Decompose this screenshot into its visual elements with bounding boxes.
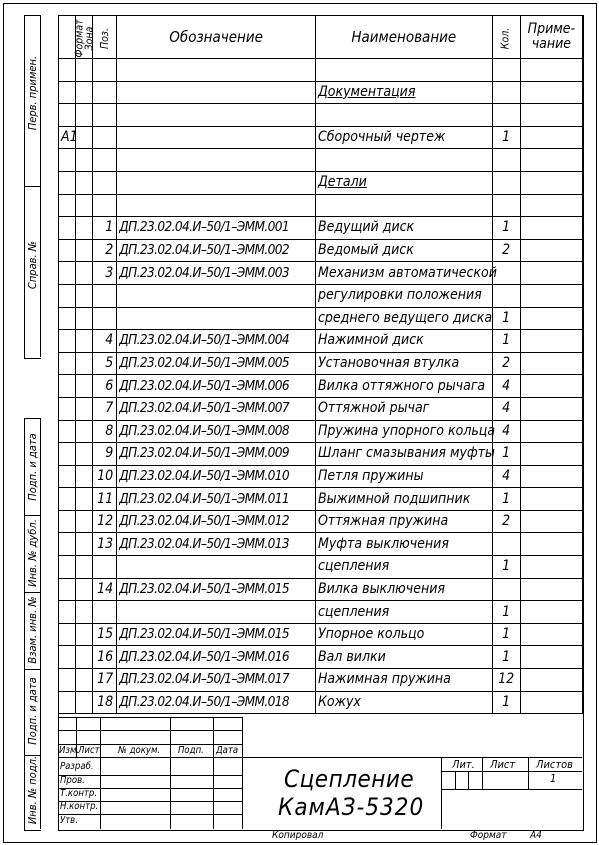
- cell-note: [520, 194, 582, 217]
- cell-pos: 12: [93, 510, 117, 533]
- cell-zone: [76, 556, 93, 579]
- cell-name: Выжимной подшипник: [315, 488, 492, 511]
- cell-qty: 12: [492, 669, 520, 692]
- cell-name: Нажимной диск: [315, 330, 492, 353]
- table-row: [59, 81, 583, 104]
- cell-note: [520, 217, 582, 240]
- table-row: [59, 533, 583, 556]
- table-row: [59, 623, 583, 646]
- cell-name: Сборочный чертеж: [315, 126, 492, 149]
- cell-zone: [76, 578, 93, 601]
- cell-format: [59, 669, 76, 692]
- cell-qty: 4: [492, 397, 520, 420]
- cell-qty: 1: [492, 646, 520, 669]
- cell-pos: 9: [93, 443, 117, 466]
- cell-format: [59, 352, 76, 375]
- cell-pos: [93, 171, 117, 194]
- cell-name: Пружина упорного кольца: [315, 420, 492, 443]
- cell-designation: ДП.23.02.04.И–50/1–ЭММ.010: [117, 465, 316, 488]
- cell-designation: [117, 194, 316, 217]
- table-row: [59, 465, 583, 488]
- cell-zone: [76, 443, 93, 466]
- cell-note: [520, 533, 582, 556]
- cell-designation: ДП.23.02.04.И–50/1–ЭММ.002: [117, 239, 316, 262]
- cell-pos: 14: [93, 578, 117, 601]
- table-row: [59, 171, 583, 194]
- document-title-line1: Сцепление: [284, 765, 415, 793]
- stamp-lit: Лит.: [452, 758, 475, 771]
- cell-format: [59, 578, 76, 601]
- table-row: [59, 691, 583, 714]
- cell-format: [59, 623, 76, 646]
- cell-designation: ДП.23.02.04.И–50/1–ЭММ.006: [117, 375, 316, 398]
- table-row: [59, 375, 583, 398]
- cell-zone: [76, 623, 93, 646]
- cell-designation: ДП.23.02.04.И–50/1–ЭММ.015: [117, 623, 316, 646]
- cell-qty: [492, 194, 520, 217]
- cell-pos: 7: [93, 397, 117, 420]
- cell-designation: ДП.23.02.04.И–50/1–ЭММ.008: [117, 420, 316, 443]
- cell-designation: ДП.23.02.04.И–50/1–ЭММ.009: [117, 443, 316, 466]
- cell-note: [520, 488, 582, 511]
- cell-designation: ДП.23.02.04.И–50/1–ЭММ.016: [117, 646, 316, 669]
- cell-name: [315, 194, 492, 217]
- cell-zone: [76, 239, 93, 262]
- table-row: [59, 59, 583, 82]
- cell-pos: 8: [93, 420, 117, 443]
- cell-pos: [93, 59, 117, 82]
- cell-note: [520, 330, 582, 353]
- table-row: [59, 149, 583, 172]
- stamp-list: Лист: [78, 745, 100, 756]
- cell-format: [59, 194, 76, 217]
- cell-designation: ДП.23.02.04.И–50/1–ЭММ.003: [117, 262, 316, 285]
- stamp-razrab: Разраб.: [60, 761, 94, 772]
- table-row: [59, 601, 583, 624]
- cell-note: [520, 646, 582, 669]
- cell-format: [59, 510, 76, 533]
- cell-zone: [76, 510, 93, 533]
- cell-note: [520, 104, 582, 127]
- cell-designation: [117, 126, 316, 149]
- cell-name: Оттяжная пружина: [315, 510, 492, 533]
- cell-name: Ведомый диск: [315, 239, 492, 262]
- header-name: Наименование: [315, 16, 492, 59]
- cell-zone: [76, 488, 93, 511]
- cell-designation: ДП.23.02.04.И–50/1–ЭММ.018: [117, 691, 316, 714]
- cell-designation: [117, 149, 316, 172]
- cell-name: сцепления: [315, 601, 492, 624]
- side-label-inv-dubl: Инв. № дубл.: [26, 519, 39, 587]
- specification-table: [58, 15, 583, 714]
- stamp-sheet: Лист: [490, 758, 516, 771]
- cell-qty: 1: [492, 443, 520, 466]
- cell-note: [520, 81, 582, 104]
- cell-qty: 1: [492, 601, 520, 624]
- cell-pos: [93, 556, 117, 579]
- cell-note: [520, 397, 582, 420]
- cell-format: [59, 420, 76, 443]
- cell-note: [520, 59, 582, 82]
- cell-pos: 2: [93, 239, 117, 262]
- stamp-sheets: Листов: [536, 758, 573, 771]
- stamp-podp: Подп.: [178, 745, 204, 756]
- cell-pos: 15: [93, 623, 117, 646]
- cell-pos: 1: [93, 217, 117, 240]
- cell-designation: ДП.23.02.04.И–50/1–ЭММ.013: [117, 533, 316, 556]
- footer-format-label: Формат: [470, 830, 507, 841]
- cell-qty: 4: [492, 465, 520, 488]
- cell-name: Ведущий диск: [315, 217, 492, 240]
- cell-name: Установочная втулка: [315, 352, 492, 375]
- cell-designation: ДП.23.02.04.И–50/1–ЭММ.017: [117, 669, 316, 692]
- cell-zone: [76, 217, 93, 240]
- cell-designation: ДП.23.02.04.И–50/1–ЭММ.007: [117, 397, 316, 420]
- cell-qty: 1: [492, 623, 520, 646]
- cell-note: [520, 149, 582, 172]
- cell-zone: [76, 397, 93, 420]
- cell-zone: [76, 465, 93, 488]
- cell-qty: 1: [492, 330, 520, 353]
- table-row: [59, 194, 583, 217]
- cell-pos: [93, 81, 117, 104]
- cell-zone: [76, 691, 93, 714]
- cell-pos: 4: [93, 330, 117, 353]
- cell-pos: 3: [93, 262, 117, 285]
- cell-format: [59, 397, 76, 420]
- stamp-data: Дата: [216, 745, 239, 756]
- cell-format: [59, 171, 76, 194]
- cell-pos: 10: [93, 465, 117, 488]
- cell-name: Нажимная пружина: [315, 669, 492, 692]
- cell-pos: [93, 601, 117, 624]
- document-title-line2: КамАЗ-5320: [278, 793, 425, 821]
- cell-note: [520, 556, 582, 579]
- cell-note: [520, 307, 582, 330]
- side-label-vzam-inv: Взам. инв. №: [26, 596, 39, 664]
- cell-format: [59, 646, 76, 669]
- cell-qty: 1: [492, 488, 520, 511]
- cell-designation: [117, 81, 316, 104]
- cell-name: Упорное кольцо: [315, 623, 492, 646]
- table-row: [59, 556, 583, 579]
- cell-note: [520, 262, 582, 285]
- cell-qty: [492, 104, 520, 127]
- cell-name: Вал вилки: [315, 646, 492, 669]
- stamp-prov: Пров.: [60, 775, 85, 786]
- cell-pos: [93, 194, 117, 217]
- cell-name: Вилка оттяжного рычага: [315, 375, 492, 398]
- cell-note: [520, 171, 582, 194]
- cell-name: [315, 149, 492, 172]
- cell-zone: [76, 262, 93, 285]
- cell-zone: [76, 533, 93, 556]
- cell-zone: [76, 352, 93, 375]
- cell-zone: [76, 104, 93, 127]
- cell-zone: [76, 669, 93, 692]
- table-row: [59, 104, 583, 127]
- cell-qty: [492, 284, 520, 307]
- cell-name: [315, 104, 492, 127]
- cell-format: [59, 307, 76, 330]
- table-row: [59, 262, 583, 285]
- cell-note: [520, 510, 582, 533]
- cell-format: [59, 375, 76, 398]
- cell-zone: [76, 330, 93, 353]
- cell-name: Механизм автоматической: [315, 262, 492, 285]
- cell-note: [520, 375, 582, 398]
- cell-designation: [117, 556, 316, 579]
- cell-qty: 1: [492, 217, 520, 240]
- cell-format: А1: [59, 126, 76, 149]
- footer-format-value: А4: [530, 830, 542, 841]
- cell-designation: ДП.23.02.04.И–50/1–ЭММ.011: [117, 488, 316, 511]
- cell-qty: 2: [492, 510, 520, 533]
- table-row: [59, 420, 583, 443]
- table-row: [59, 646, 583, 669]
- cell-qty: [492, 171, 520, 194]
- cell-zone: [76, 149, 93, 172]
- cell-designation: [117, 307, 316, 330]
- side-label-podp-data-1: Подп. и дата: [26, 433, 39, 501]
- cell-format: [59, 691, 76, 714]
- side-label-podp-data-2: Подп. и дата: [26, 677, 39, 745]
- stamp-tkontr: Т.контр.: [60, 788, 98, 799]
- cell-designation: [117, 601, 316, 624]
- table-row: [59, 669, 583, 692]
- cell-name: Кожух: [315, 691, 492, 714]
- cell-name: Детали: [315, 171, 492, 194]
- cell-pos: 5: [93, 352, 117, 375]
- cell-pos: 13: [93, 533, 117, 556]
- cell-designation: ДП.23.02.04.И–50/1–ЭММ.005: [117, 352, 316, 375]
- cell-designation: ДП.23.02.04.И–50/1–ЭММ.004: [117, 330, 316, 353]
- cell-note: [520, 443, 582, 466]
- cell-qty: 4: [492, 420, 520, 443]
- cell-format: [59, 533, 76, 556]
- cell-zone: [76, 646, 93, 669]
- cell-format: [59, 149, 76, 172]
- cell-name: Муфта выключения: [315, 533, 492, 556]
- cell-zone: [76, 601, 93, 624]
- cell-name: Вилка выключения: [315, 578, 492, 601]
- cell-designation: [117, 104, 316, 127]
- cell-zone: [76, 307, 93, 330]
- table-row: [59, 126, 583, 149]
- stamp-sheets-value: 1: [550, 772, 557, 785]
- stamp-doc-no: № докум.: [118, 745, 161, 756]
- cell-name: Документация: [315, 81, 492, 104]
- cell-format: [59, 262, 76, 285]
- table-header-row: [59, 16, 583, 59]
- cell-pos: [93, 307, 117, 330]
- table-row: [59, 578, 583, 601]
- cell-qty: [492, 533, 520, 556]
- cell-pos: [93, 284, 117, 307]
- table-row: [59, 397, 583, 420]
- cell-note: [520, 601, 582, 624]
- cell-qty: 1: [492, 691, 520, 714]
- cell-format: [59, 556, 76, 579]
- cell-qty: [492, 81, 520, 104]
- cell-zone: [76, 126, 93, 149]
- footer-copied: Копировал: [272, 830, 324, 841]
- title-block: [58, 717, 582, 829]
- cell-name: Петля пружины: [315, 465, 492, 488]
- cell-note: [520, 352, 582, 375]
- header-designation: Обозначение: [117, 16, 316, 59]
- cell-designation: [117, 171, 316, 194]
- cell-zone: [76, 59, 93, 82]
- cell-format: [59, 104, 76, 127]
- cell-qty: [492, 59, 520, 82]
- stamp-nkontr: Н.контр.: [60, 801, 99, 812]
- cell-note: [520, 691, 582, 714]
- cell-qty: 1: [492, 126, 520, 149]
- table-row: [59, 488, 583, 511]
- cell-format: [59, 443, 76, 466]
- table-row: [59, 330, 583, 353]
- cell-name: регулировки положения: [315, 284, 492, 307]
- cell-qty: 1: [492, 307, 520, 330]
- cell-format: [59, 488, 76, 511]
- cell-format: [59, 465, 76, 488]
- side-label-perv-primen: Перв. примен.: [26, 55, 39, 131]
- stamp-utv: Утв.: [60, 815, 78, 826]
- cell-format: [59, 217, 76, 240]
- cell-pos: 16: [93, 646, 117, 669]
- cell-pos: 18: [93, 691, 117, 714]
- header-pos: Поз.: [93, 16, 117, 59]
- cell-note: [520, 126, 582, 149]
- side-label-inv-podl: Инв. № подл.: [26, 755, 39, 825]
- cell-designation: ДП.23.02.04.И–50/1–ЭММ.001: [117, 217, 316, 240]
- cell-note: [520, 623, 582, 646]
- cell-designation: ДП.23.02.04.И–50/1–ЭММ.012: [117, 510, 316, 533]
- cell-format: [59, 81, 76, 104]
- cell-format: [59, 59, 76, 82]
- cell-pos: [93, 149, 117, 172]
- cell-note: [520, 578, 582, 601]
- header-note: Приме- чание: [520, 16, 582, 59]
- cell-zone: [76, 81, 93, 104]
- cell-zone: [76, 375, 93, 398]
- cell-name: [315, 59, 492, 82]
- cell-note: [520, 669, 582, 692]
- cell-format: [59, 330, 76, 353]
- table-row: [59, 510, 583, 533]
- cell-qty: [492, 149, 520, 172]
- cell-pos: 6: [93, 375, 117, 398]
- cell-note: [520, 420, 582, 443]
- cell-qty: 2: [492, 352, 520, 375]
- table-row: [59, 352, 583, 375]
- cell-format: [59, 601, 76, 624]
- cell-format: [59, 284, 76, 307]
- table-row: [59, 284, 583, 307]
- cell-zone: [76, 171, 93, 194]
- cell-note: [520, 465, 582, 488]
- cell-designation: ДП.23.02.04.И–50/1–ЭММ.015: [117, 578, 316, 601]
- cell-qty: 4: [492, 375, 520, 398]
- cell-zone: [76, 420, 93, 443]
- cell-designation: [117, 59, 316, 82]
- cell-qty: [492, 578, 520, 601]
- cell-zone: [76, 194, 93, 217]
- cell-qty: 1: [492, 556, 520, 579]
- cell-name: Оттяжной рычаг: [315, 397, 492, 420]
- stamp-izm: Изм.: [59, 745, 80, 756]
- cell-name: среднего ведущего диска: [315, 307, 492, 330]
- cell-name: сцепления: [315, 556, 492, 579]
- cell-pos: [93, 104, 117, 127]
- header-format: Формат: [59, 16, 76, 59]
- cell-format: [59, 239, 76, 262]
- cell-qty: 2: [492, 239, 520, 262]
- table-row: [59, 217, 583, 240]
- table-row: [59, 239, 583, 262]
- cell-name: Шланг смазывания муфты: [315, 443, 492, 466]
- cell-designation: [117, 284, 316, 307]
- table-row: [59, 307, 583, 330]
- header-zone: Зона: [76, 16, 93, 59]
- table-row: [59, 443, 583, 466]
- cell-pos: 17: [93, 669, 117, 692]
- header-qty: Кол.: [492, 16, 520, 59]
- cell-note: [520, 284, 582, 307]
- cell-zone: [76, 284, 93, 307]
- cell-pos: 11: [93, 488, 117, 511]
- cell-pos: [93, 126, 117, 149]
- cell-note: [520, 239, 582, 262]
- side-label-sprav-no: Справ. №: [26, 240, 39, 290]
